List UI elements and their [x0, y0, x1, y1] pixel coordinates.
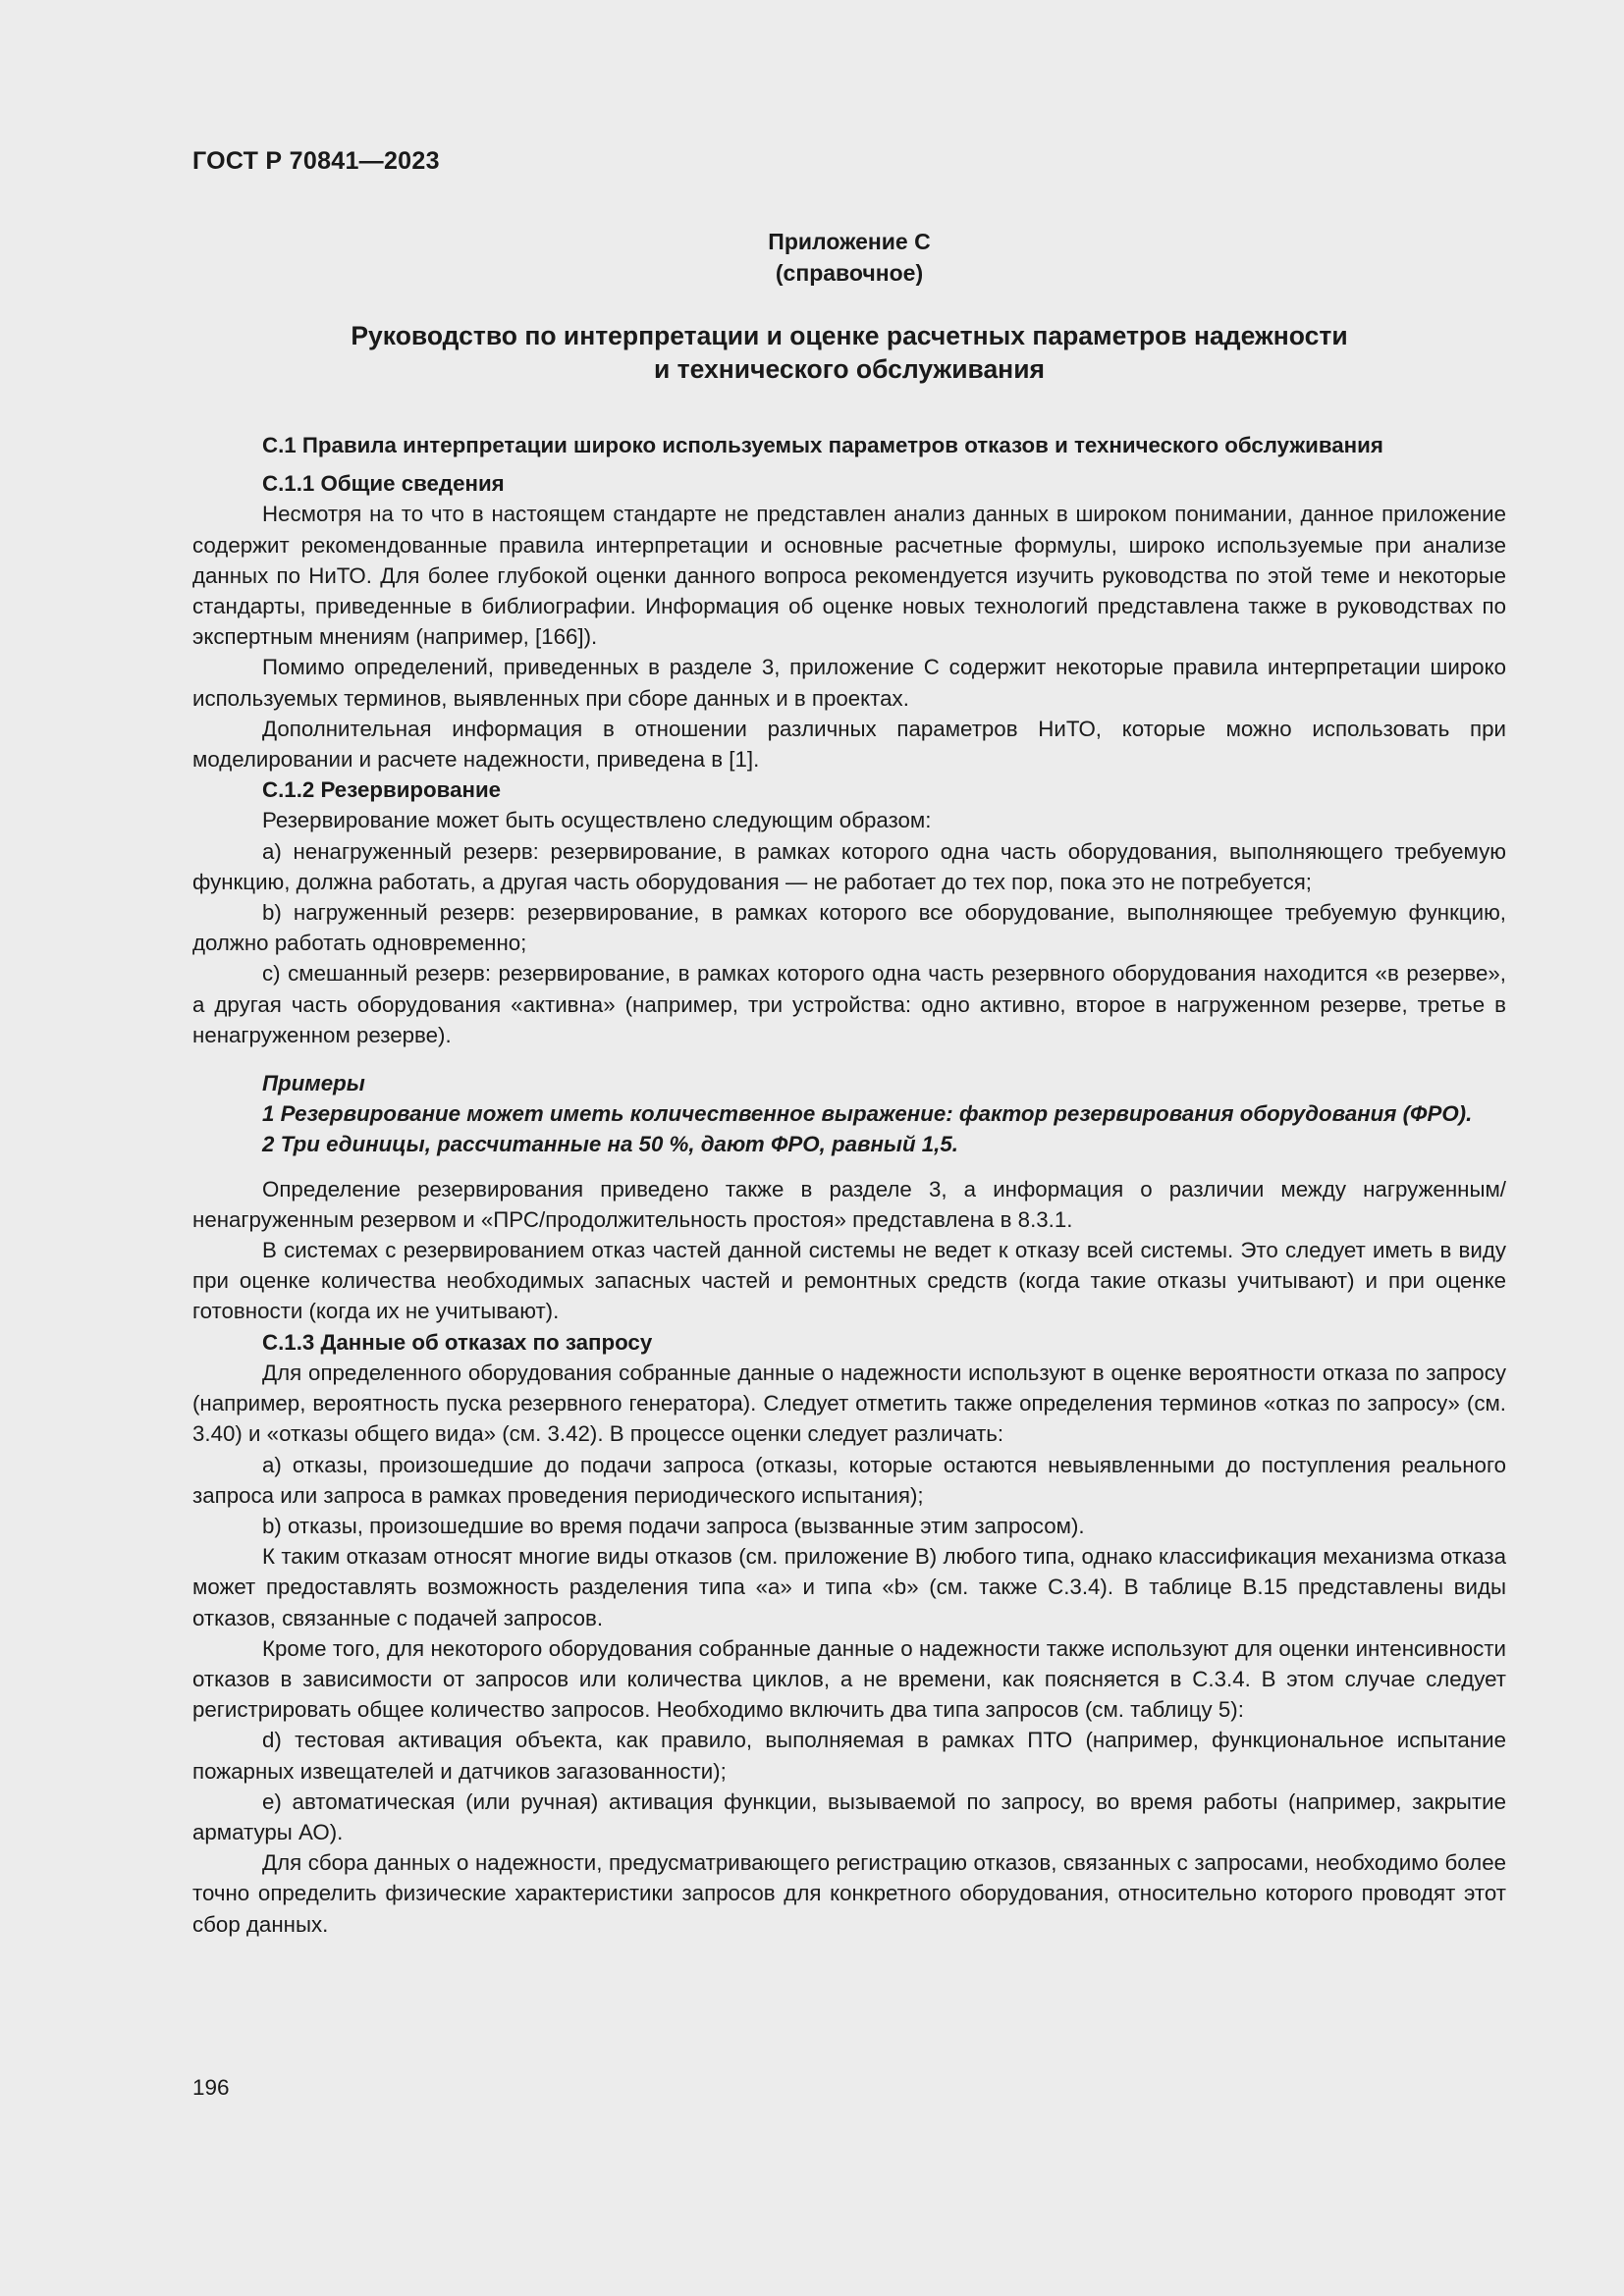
paragraph: К таким отказам относят многие виды отказов (см. приложение В) любого типа, однако классификация механизма отказа может предоставлять возможность разделения типа «а» и типа «b» (см. также С.3.4). В таблице В.15 представлены виды отказов, связанные с подачей запросов. — [192, 1544, 1506, 1630]
annex-title-line-1: Руководство по интерпретации и оценке расчетных параметров надежности — [351, 321, 1348, 350]
annex-title-line-2: и технического обслуживания — [654, 354, 1045, 384]
paragraph: В системах с резервированием отказ частей данной системы не ведет к отказу всей системы. Это следует иметь в виду при оценке количества необходимых запасных частей и ремонтных средств (когда такие отказы учитывают) и при оценке готовности (когда их не учитывают). — [192, 1238, 1506, 1324]
paragraph: Дополнительная информация в отношении различных параметров НиТО, которые можно использовать при моделировании и расчете надежности, приведена в [1]. — [192, 716, 1506, 773]
page-number: 196 — [192, 2075, 230, 2100]
list-item: b) отказы, произошедшие во время подачи запроса (вызванные этим запросом). — [262, 1513, 1085, 1538]
section-c1-1-heading: С.1.1 Общие сведения — [262, 471, 505, 497]
paragraph: Помимо определений, приведенных в разделе 3, приложение С содержит некоторые правила интерпретации широко используемых терминов, выявленных при сборе данных и в проектах. — [192, 655, 1506, 711]
paragraph: Несмотря на то что в настоящем стандарте не представлен анализ данных в широком понимании, данное приложение содержит рекомендованные правила интерпретации и основные расчетные формулы, широко используемые при анализе данных по НиТО. Для более глубокой оценки данного вопроса рекомендуется изучить руководства по этой теме и некоторые стандарты, приведенные в библиографии. Информация об оценке новых технологий представлена также в руководствах по экспертным мнениям (например, [166]). — [192, 502, 1506, 650]
section-c1-3-heading: С.1.3 Данные об отказах по запросу — [262, 1329, 653, 1355]
document-code: ГОСТ Р 70841—2023 — [192, 147, 440, 175]
section-c1-2-heading: С.1.2 Резервирование — [262, 777, 502, 803]
list-item: d) тестовая активация объекта, как правило, выполняемая в рамках ПТО (например, функциональное испытание пожарных извещателей и датчиков загазованности); — [192, 1728, 1506, 1784]
annex-title — [192, 319, 1506, 386]
examples-heading: Примеры — [262, 1071, 365, 1096]
example-item: 2 Три единицы, рассчитанные на 50 %, дают ФРО, равный 1,5. — [262, 1132, 958, 1157]
list-item: е) автоматическая (или ручная) активация функции, вызываемой по запросу, во время работы (например, закрытие арматуры АО). — [192, 1789, 1506, 1844]
list-item: а) отказы, произошедшие до подачи запроса (отказы, которые остаются невыявленными до поступления реального запроса или запроса в рамках проведения периодического испытания); — [192, 1452, 1506, 1508]
paragraph: Для сбора данных о надежности, предусматривающего регистрацию отказов, связанных с запросами, необходимо более точно определить физические характеристики запросов для конкретного оборудования, относительно которого проводят этот сбор данных. — [192, 1850, 1506, 1937]
document-body — [192, 430, 1506, 1940]
annex-label: Приложение С — [768, 229, 931, 254]
list-item: а) ненагруженный резерв: резервирование, в рамках которого одна часть оборудования, выполняющего требуемую функцию, должна работать, а другая часть оборудования — не работает до тех пор, пока это не потребуется; — [192, 838, 1506, 894]
list-item: b) нагруженный резерв: резервирование, в рамках которого все оборудование, выполняющее требуемую функцию, должно работать одновременно; — [192, 900, 1506, 956]
paragraph: Резервирование может быть осуществлено следующим образом: — [262, 808, 932, 833]
paragraph: Определение резервирования приведено также в разделе 3, а информация о различии между нагруженным/ненагруженным резервом и «ПРС/продолжительность простоя» представлена в 8.3.1. — [192, 1176, 1506, 1232]
section-c1-heading: С.1 Правила интерпретации широко используемых параметров отказов и технического обслуживания — [262, 433, 1383, 457]
annex-label-block — [192, 226, 1506, 289]
list-item: с) смешанный резерв: резервирование, в рамках которого одна часть резервного оборудования находится «в резерве», а другая часть оборудования «активна» (например, три устройства: одно активно, второе в нагруженном резерве, третье в ненагруженном резерве). — [192, 961, 1506, 1047]
example-item: 1 Резервирование может иметь количественное выражение: фактор резервирования оборудования (ФРО). — [262, 1101, 1473, 1127]
paragraph: Кроме того, для некоторого оборудования собранные данные о надежности также используют для оценки интенсивности отказов в зависимости от запросов или количества циклов, а не времени, как поясняется в С.3.4. В этом случае следует регистрировать общее количество запросов. Необходимо включить два типа запросов (см. таблицу 5): — [192, 1635, 1506, 1723]
annex-type: (справочное) — [775, 260, 924, 286]
paragraph: Для определенного оборудования собранные данные о надежности используют в оценке вероятности отказа по запросу (например, вероятность пуска резервного генератора). Следует отметить также определения терминов «отказ по запросу» (см. 3.40) и «отказы общего вида» (см. 3.42). В процессе оценки следует различать: — [192, 1360, 1506, 1447]
